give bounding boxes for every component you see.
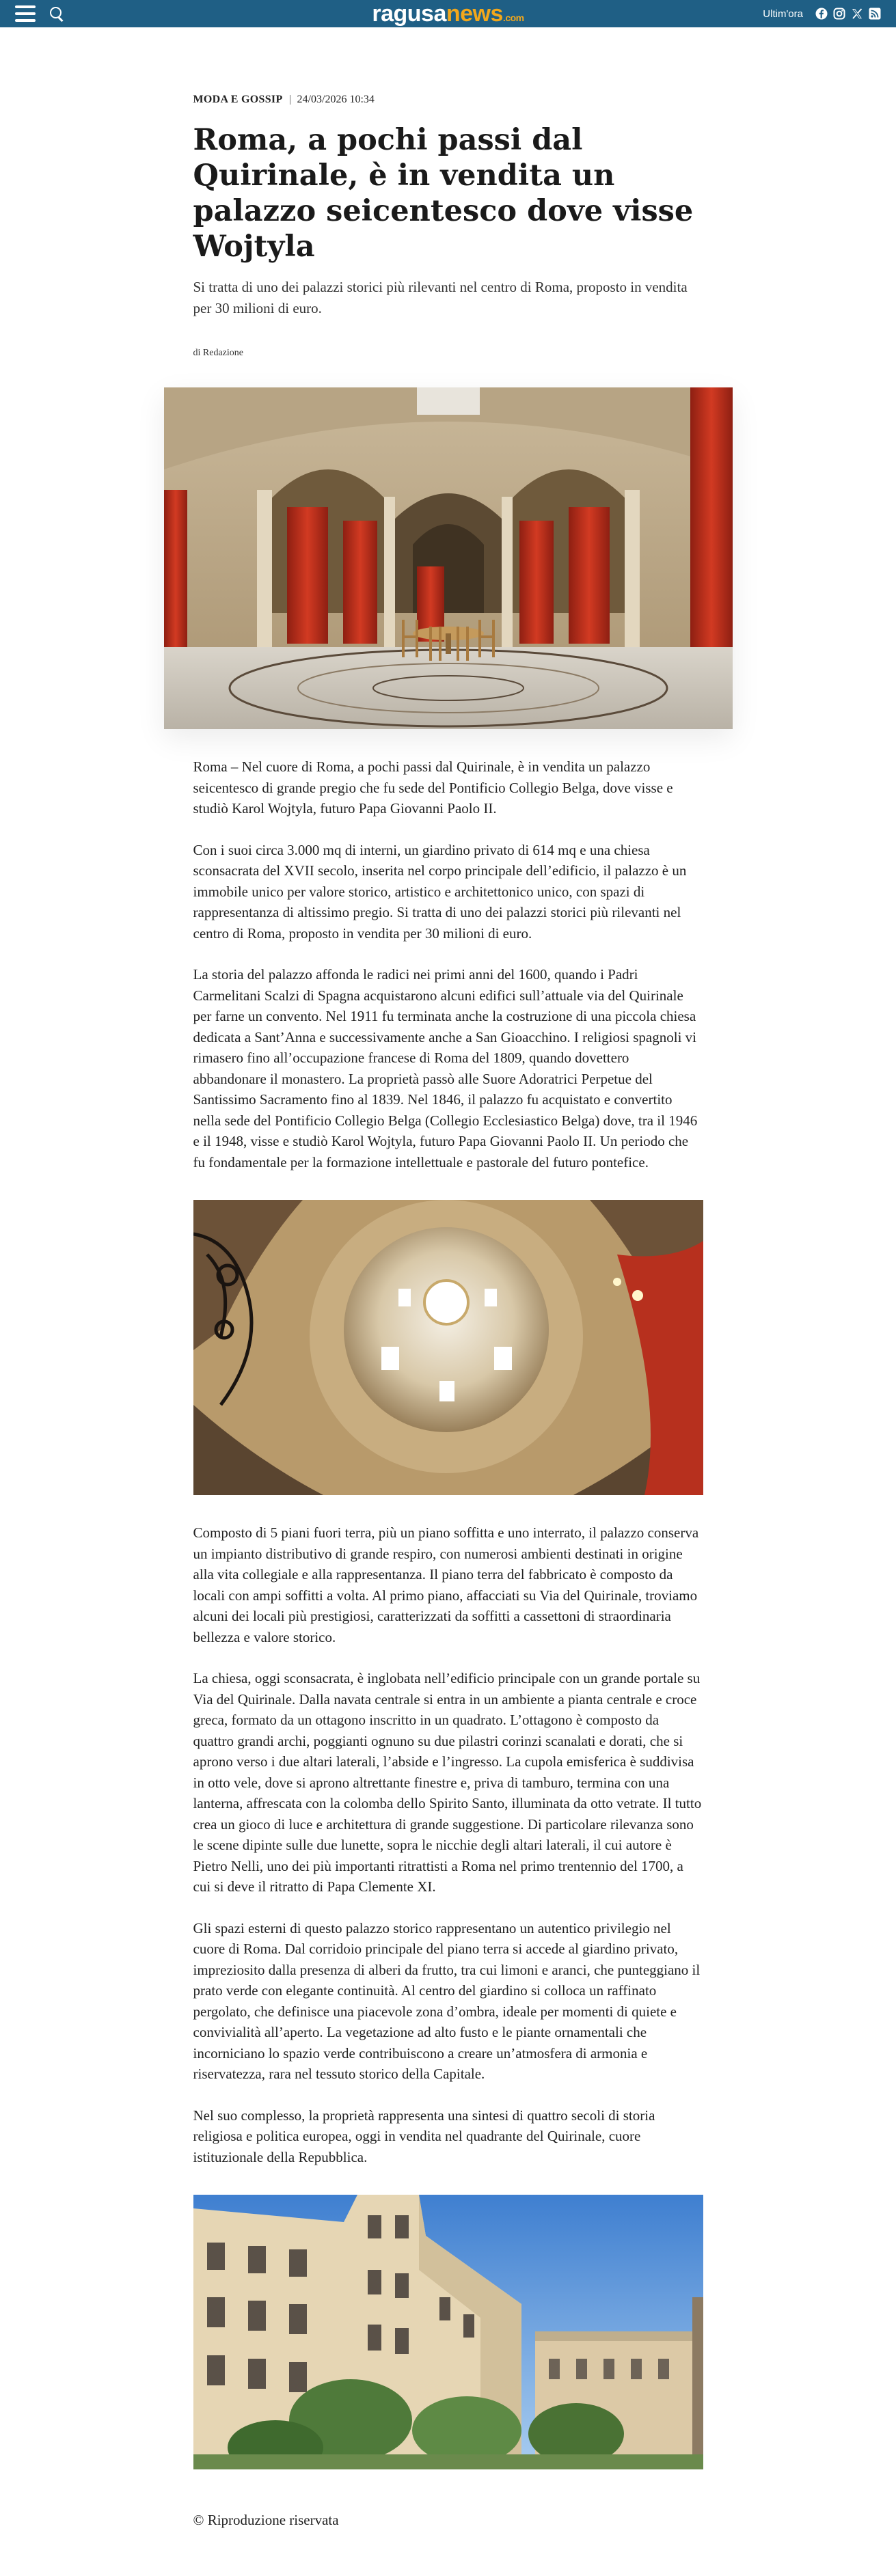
category-link[interactable]: MODA E GOSSIP [193, 94, 283, 105]
dome-image-ceiling [193, 1200, 703, 1495]
publish-date: 24/03/2026 10:34 [297, 94, 375, 105]
facebook-icon[interactable] [815, 8, 828, 20]
logo-part-ragusa: ragusa [372, 1, 446, 27]
hero-image [164, 387, 733, 729]
dome-image [193, 1200, 703, 1495]
courtyard-image [193, 2195, 703, 2469]
article-paragraph: La storia del palazzo affonda le radici nei primi anni del 1600, quando i Padri Carmelitani Scalzi di Spagna acquistarono alcuni edifici sull’attuale via del Quirinale per farne un convento. Nel 1911 fu terminata anche la costruzione di una piccola chiesa dedicata a Sant’Anna e successivamente anche a San Gioacchino. I religiosi spagnoli vi rimasero fino all’occupazione francese di Roma del 1809, quando dovettero abbandonare il monastero. La proprietà passò alle Suore Adoratrici Perpetue del Santissimo Sacramento fino al 1839. Nel 1846, il palazzo fu acquistato e convertito nella sede del Pontificio Collegio Belga (Collegio Ecclesiastico Belga) dove, tra il 1946 e il 1948, visse e studiò Karol Wojtyla, futuro Papa Giovanni Paolo II. Un periodo che fu fondamentale per la formazione intellettuale e pastorale del futuro pontefice. [193, 966, 698, 1170]
search-icon[interactable] [49, 6, 64, 21]
courtyard-image-garden [193, 2195, 703, 2469]
article-paragraph: Composto di 5 piani fuori terra, più un piano soffitta e uno interrato, il palazzo conserva un impianto distributivo di grande respiro, con numerosi ambienti destinati in origine alla vita collegiale e alla rappresentanza. Il piano terra del fabbricato è composto da locali con ampi soffitti a volta. Al primo piano, affacciati su Via del Quirinale, troviamo alcuni dei locali più prestigiosi, caratterizzati da soffitti a cassettoni di straordinaria bellezza e valore storico. [193, 1524, 699, 1645]
article-subtitle: Si tratta di uno dei palazzi storici più rilevanti nel centro di Roma, proposto in vendita per 30 milioni di euro. [193, 279, 688, 316]
menu-icon[interactable] [15, 5, 36, 22]
ultim-ora-link[interactable]: Ultim'ora [763, 8, 803, 20]
logo-part-news: news [446, 1, 503, 27]
article-paragraph: La chiesa, oggi sconsacrata, è inglobata nell’edificio principale con un grande portale su Via del Quirinale. Dalla navata centrale si entra in un ambiente a pianta centrale e croce greca, formato da un ottagono inscritto in un quadrato. L’ottagono è composto da quattro grandi archi, poggianti ognuno su due pilastri corinzi scanalati e dorati, che si aprono verso i due altari laterali, l’abside e l’ingresso. La cupola emisferica è suddivisa in otto vele, dove si aprono altrettante finestre e, priva di tamburo, termina con una lanterna, affrescata con la colomba dello Spirito Santo, illuminata da otto vetrate. Il tutto crea un gioco di luce e architettura di grande suggestione. Di particolare rilevanza sono le scene dipinte sulle due lunette, sopra le nicchie degli altari laterali, il cui autore è Pietro Nelli, uno dei più importanti ritrattisti a Roma nel primo trentennio del 1700, a cui si deve il ritratto di Papa Clemente XI. [193, 1670, 702, 1895]
article-paragraph: Gli spazi esterni di questo palazzo storico rappresentano un autentico privilegio nel cuore di Roma. Dal corridoio principale del piano terra si accede al giardino privato, impreziosito dalla presenza di alberi da frutto, tra cui limoni e aranci, che punteggiano il prato verde con elegante continuità. Al centro del giardino si colloca un raffinato pergolato, che definisce una piacevole zona d’ombra, ideale per momenti di quiete e convivialità all’aperto. La vegetazione ad alto fusto e le piante ornamentali che incorniciano lo spazio verde contribuiscono a creare un’atmosfera di armonia e riservatezza, rara nel tessuto storico della Capitale. [193, 1919, 701, 2082]
x-icon[interactable] [851, 8, 863, 20]
hero-image-church-interior [164, 387, 733, 729]
article-body [193, 756, 703, 1173]
rss-icon[interactable] [869, 8, 881, 20]
article-paragraph: Con i suoi circa 3.000 mq di interni, un giardino privato di 614 mq e una chiesa sconsacrata del XVII secolo, inserita nel corpo principale dell’edificio, il palazzo è un immobile unico per valore storico, artistico e architettonico unico, con spazi di rappresentanza di altissimo pregio. Si tratta di uno dei palazzi storici più rilevanti nel centro di Roma, proposto in vendita per 30 milioni di euro. [193, 841, 687, 942]
page-bottom-spacer [0, 2529, 896, 2556]
logo-part-com: .com [502, 12, 524, 23]
article-meta [193, 94, 703, 106]
article-byline: di Redazione [193, 348, 243, 358]
copyright-notice: © Riproduzione riservata [193, 2512, 339, 2528]
site-header [0, 0, 896, 27]
header-left [15, 5, 64, 22]
site-logo[interactable] [372, 1, 524, 30]
article-paragraph: Roma – Nel cuore di Roma, a pochi passi dal Quirinale, è in vendita un palazzo seicentesco di grande pregio che fu sede del Pontificio Collegio Belga, dove visse e studiò Karol Wojtyla, futuro Papa Giovanni Paolo II. [193, 758, 673, 817]
instagram-icon[interactable] [833, 8, 845, 20]
article-title: Roma, a pochi passi dal Quirinale, è in vendita un palazzo seicentesco dove visse Wojtyla [193, 123, 694, 264]
header-right [763, 8, 881, 20]
article-paragraph: Nel suo complesso, la proprietà rappresenta una sintesi di quattro secoli di storia religiosa e politica europea, oggi in vendita nel quadrante del Quirinale, cuore istituzionale della Repubblica. [193, 2107, 655, 2165]
article-header [193, 27, 703, 359]
social-links [815, 8, 881, 20]
article-body-continued [193, 1522, 703, 2167]
